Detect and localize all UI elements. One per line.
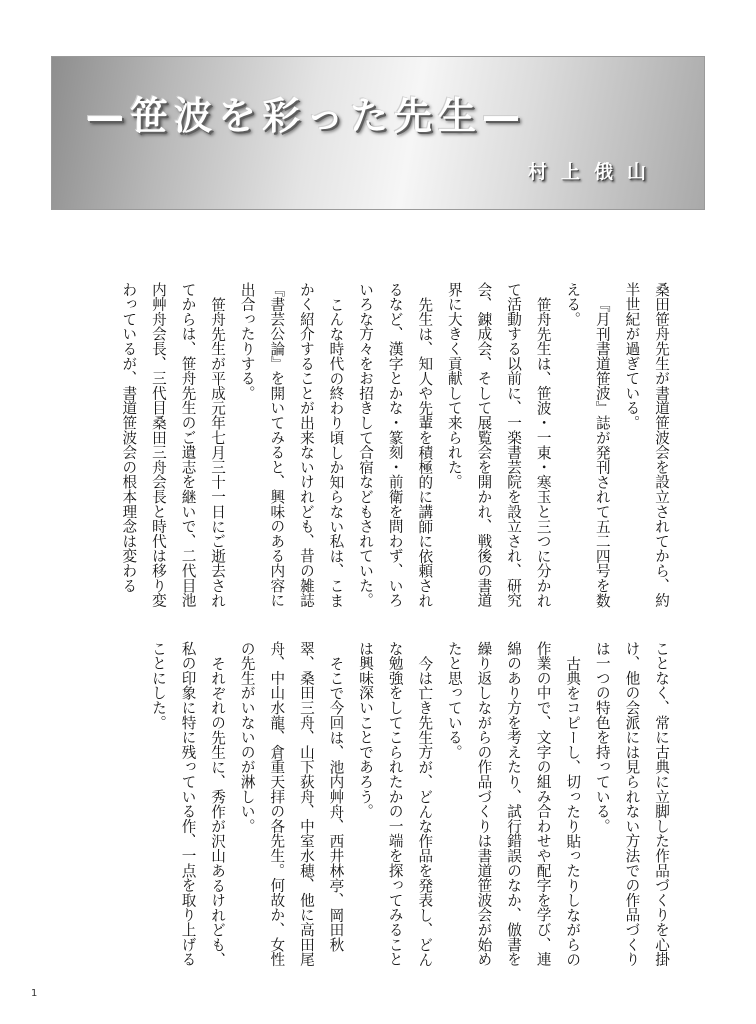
paragraph: そこで今回は、池内艸舟、西井林亭、岡田秋翠、桑田三舟、山下荻舟、中室水穂、他に高田尾舟、中山水龍、倉重天拝の各先生。何故か、女性の先生がいないのが淋しい。 — [238, 641, 345, 967]
paragraph: ことなく、常に古典に立脚した作品づくりを心掛け、他の会派には見られない方法での作品づくりは一つの特色を持っている。 — [593, 641, 670, 967]
author-name: 村上俄山 — [527, 161, 660, 183]
paragraph: こんな時代の終わり頃しか知らない私は、こまかく紹介することが出来ないけれども、昔の雑誌『書芸公論』を開いてみると、興味のある内容に出合ったりする。 — [238, 282, 345, 608]
paragraph: 『月刊書道笹波』誌が発刊されて五二四号を数える。 — [564, 282, 611, 608]
body-text-lower — [143, 641, 676, 971]
paragraph: 古典をコピーし、切ったり貼ったりしながらの作業の中で、文字の組み合わせや配字を学び、連綿のあり方を考えたり、試行錯誤のなか、倣書を繰り返しながらの作品づくりは書道笹波会が始めたと思っている。 — [445, 641, 582, 967]
article-title: —笹波を彩った先生— — [86, 94, 527, 138]
title-banner — [51, 56, 705, 210]
paragraph: 笹舟先生が平成元年七月三十一日にご逝去されてからは、笹舟先生のご遺志を継いで、二代目池内艸舟会長、三代目桑田三舟会長と時代は移り変わっているが、書道笹波会の根本理念は変わる — [120, 282, 227, 608]
paragraph: 先生は、知人や先輩を積極的に講師に依頼されるなど、漢字とかな・篆刻・前衛を問わず、いろいろな方々をお招きして合宿などもされていた。 — [357, 282, 434, 608]
body-text-upper — [114, 282, 676, 612]
paragraph: 今は亡き先生方が、どんな作品を発表し、どんな勉強をしてこられたかの一端を探ってみることは興味深いことであろう。 — [357, 641, 434, 967]
page-number: 1 — [31, 988, 38, 999]
paragraph: 桑田笹舟先生が書道笹波会を設立されてから、約半世紀が過ぎている。 — [623, 282, 670, 608]
paragraph: それぞれの先生に、秀作が沢山あるけれども、私の印象に特に残っている作、一点を取り上げることにした。 — [149, 641, 227, 967]
paragraph: 笹舟先生は、笹波・一東・寒玉と三つに分かれて活動する以前に、一楽書芸院を設立され、研究会、錬成会、そして展覧会を開かれ、戦後の書道界に大きく貢献して来られた。 — [445, 282, 552, 608]
